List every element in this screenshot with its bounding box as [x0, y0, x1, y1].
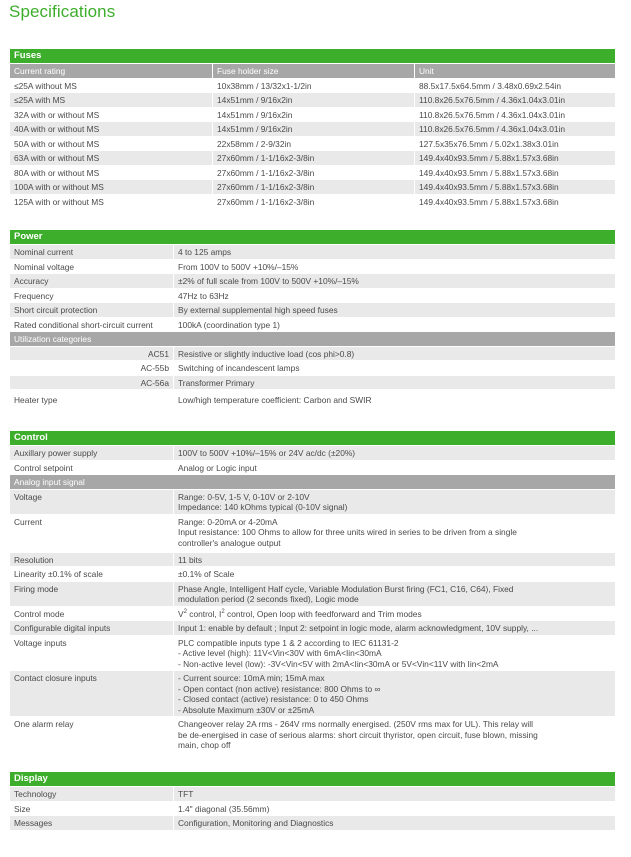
value-line: Phase Angle, Intelligent Half cycle, Variable Modulation Burst firing (FC1, C16, C64), Fixed — [178, 583, 514, 594]
value-line: main, chop off — [178, 740, 231, 750]
spec-label: AC-56a — [140, 377, 169, 388]
value-line: Input resistance: 100 Ohms to allow for three units wired in series to be driven from a single — [178, 527, 517, 537]
spec-value: Transformer Primary — [173, 376, 615, 390]
table-row — [10, 165, 615, 180]
spec-label: Technology — [14, 789, 57, 799]
spec-value: Input 1: enable by default ; Input 2: setpoint in logic mode, alarm acknowledgment, 10V supply, ... — [173, 621, 615, 635]
superscript: 2 — [183, 608, 187, 615]
analog-subheading: Analog input signal — [14, 477, 85, 487]
cell: 110.8x26.5x76.5mm / 4.36x1.04x3.01in — [414, 93, 615, 107]
spec-label: Short circuit protection — [14, 305, 98, 315]
cell: 14x51mm / 9/16x2in — [212, 122, 414, 136]
utilization-subheading: Utilization categories — [14, 334, 92, 344]
spec-label: Configurable digital inputs — [14, 623, 111, 633]
table-row — [10, 786, 615, 801]
spec-label: Control mode — [14, 608, 65, 619]
value-line: - Current source: 10mA min; 15mA max — [178, 673, 325, 683]
value-line: Impedance: 140 kOhms typical (0-10V signal) — [178, 502, 348, 512]
table-row — [10, 552, 615, 567]
value-part: V — [178, 608, 184, 619]
table-row — [10, 716, 615, 752]
cell: 27x60mm / 1-1/16x2-3/8in — [212, 195, 414, 209]
cell: 14x51mm / 9/16x2in — [212, 93, 414, 107]
table-row — [10, 389, 615, 409]
table-row — [10, 78, 615, 93]
table-row — [10, 107, 615, 122]
cell: 149.4x40x93.5mm / 5.88x1.57x3.68in — [414, 180, 615, 194]
table-row — [10, 244, 615, 259]
table-row — [10, 92, 615, 107]
value-part: control, Open loop with feedforward and Trim modes — [224, 608, 422, 619]
table-row — [10, 179, 615, 194]
table-row — [10, 566, 615, 581]
spec-label: Current — [14, 516, 42, 527]
value-line: be de-energised in case of serious alarms: short circuit thyristor, open circuit, fuse blown, missing — [178, 729, 538, 740]
value-line: - Active level (high): 11V<Vin<30V with 6mA<Iin<30mA — [178, 648, 382, 658]
spec-value: 100kA (coordination type 1) — [173, 318, 615, 332]
table-row — [10, 460, 615, 475]
spec-value: 11 bits — [173, 553, 615, 567]
table-row — [10, 581, 615, 606]
cell: 14x51mm / 9/16x2in — [212, 108, 414, 122]
spec-value: Low/high temperature coefficient: Carbon and SWIR — [173, 393, 615, 407]
cell: 32A with or without MS — [14, 109, 100, 120]
table-row — [10, 815, 615, 830]
spec-value: 47Hz to 63Hz — [173, 289, 615, 303]
cell: 149.4x40x93.5mm / 5.88x1.57x3.68in — [414, 151, 615, 165]
table-row — [10, 136, 615, 151]
cell: ≤25A with MS — [14, 95, 66, 105]
table-row — [10, 489, 615, 514]
spec-value: ±0.1% of Scale — [173, 567, 615, 581]
fuses-header-row — [10, 63, 615, 78]
spec-label: AC-55b — [140, 363, 169, 373]
cell: 110.8x26.5x76.5mm / 4.36x1.04x3.01in — [414, 122, 615, 136]
spec-value — [173, 490, 615, 514]
spec-label: Linearity ±0.1% of scale — [14, 569, 103, 579]
spec-value: Resistive or slightly inductive load (cos phi>0.8) — [173, 347, 615, 361]
cell: 125A with or without MS — [14, 196, 104, 207]
cell: 27x60mm / 1-1/16x2-3/8in — [212, 166, 414, 180]
spec-label: Resolution — [14, 554, 54, 565]
value-line: Changeover relay 2A rms - 264V rms normally energised. (250V rms max for UL). This relay will — [178, 719, 533, 729]
spec-label: Accuracy — [14, 276, 49, 286]
display-section — [10, 772, 615, 830]
cell: 50A with or without MS — [14, 138, 100, 149]
spec-label: Nominal voltage — [14, 261, 75, 272]
utilization-subheading-row — [10, 331, 615, 346]
cell: 22x58mm / 2-9/32in — [212, 137, 414, 151]
spec-value: Analog or Logic input — [173, 461, 615, 475]
value-part: control, I — [186, 608, 222, 619]
table-row — [10, 259, 615, 274]
table-row — [10, 360, 615, 375]
spec-label: Firing mode — [14, 583, 59, 594]
spec-label: One alarm relay — [14, 719, 74, 729]
spec-label: Control setpoint — [14, 462, 73, 473]
col-current-rating: Current rating — [14, 66, 66, 76]
value-line: controller's analogue output — [178, 537, 281, 548]
cell: 127.5x35x76.5mm / 5.02x1.38x3.01in — [414, 137, 615, 151]
value-line: - Closed contact (active) resistance: 0 to 450 Ohms — [178, 694, 369, 704]
power-heading: Power — [10, 230, 615, 244]
analog-subheading-row — [10, 474, 615, 489]
fuses-section — [10, 49, 615, 208]
spec-value — [173, 671, 615, 716]
cell: 110.8x26.5x76.5mm / 4.36x1.04x3.01in — [414, 108, 615, 122]
cell: 100A with or without MS — [14, 182, 104, 192]
cell: 63A with or without MS — [14, 153, 100, 163]
spec-label: Frequency — [14, 290, 54, 301]
cell: 88.5x17.5x64.5mm / 3.48x0.69x2.54in — [414, 79, 615, 93]
spec-value: TFT — [173, 787, 615, 801]
spec-label: Size — [14, 803, 31, 814]
display-heading: Display — [10, 772, 615, 786]
spec-value: Switching of incandescent lamps — [173, 361, 615, 375]
value-line: - Absolute Maximum ±30V or ±25mA — [178, 704, 315, 715]
value-line: PLC compatible inputs type 1 & 2 according to IEC 61131-2 — [178, 637, 399, 648]
spec-label: Voltage inputs — [14, 637, 67, 648]
table-row — [10, 514, 615, 552]
value-line: Range: 0-5V, 1-5 V, 0-10V or 2-10V — [178, 491, 310, 502]
value-line: Range: 0-20mA or 4-20mA — [178, 516, 278, 527]
cell: 27x60mm / 1-1/16x2-3/8in — [212, 180, 414, 194]
spec-value — [173, 717, 615, 752]
table-row — [10, 121, 615, 136]
spec-value: 4 to 125 amps — [173, 245, 615, 259]
fuses-heading: Fuses — [10, 49, 615, 63]
table-row — [10, 346, 615, 361]
control-heading: Control — [10, 431, 615, 445]
spec-value: ±2% of full scale from 100V to 500V +10%/–15% — [173, 274, 615, 288]
spec-label: AC51 — [148, 348, 169, 359]
spec-label: Heater type — [14, 395, 58, 405]
spec-value — [173, 636, 615, 671]
value-line: - Open contact (non active) resistance: 800 Ohms to ∞ — [178, 683, 381, 694]
cell: 149.4x40x93.5mm / 5.88x1.57x3.68in — [414, 166, 615, 180]
spec-label: Rated conditional short-circuit current — [14, 319, 153, 330]
table-row — [10, 375, 615, 390]
table-row — [10, 194, 615, 209]
col-fuse-holder-size: Fuse holder size — [212, 64, 414, 78]
cell: 10x38mm / 13/32x1-1/2in — [212, 79, 414, 93]
power-section — [10, 230, 615, 409]
spec-label: Voltage — [14, 491, 42, 502]
value-line: modulation period (2 seconds fixed), Logic mode — [178, 594, 359, 604]
spec-label: Contact closure inputs — [14, 673, 97, 683]
spec-value — [173, 607, 615, 621]
value-line: - Non-active level (low): -3V<Vin<5V with 2mA<Iin<30mA or 5V<Vin<11V with Iin<2mA — [178, 658, 499, 669]
page-title: Specifications — [9, 2, 116, 21]
table-row — [10, 445, 615, 460]
spec-label: Messages — [14, 818, 53, 828]
table-row — [10, 150, 615, 165]
table-row — [10, 302, 615, 317]
spec-value: 100V to 500V +10%/–15% or 24V ac/dc (±20%) — [173, 446, 615, 460]
superscript: 2 — [221, 608, 225, 615]
table-row — [10, 606, 615, 621]
table-row — [10, 635, 615, 671]
cell: 149.4x40x93.5mm / 5.88x1.57x3.68in — [414, 195, 615, 209]
spec-value: By external supplemental high speed fuses — [173, 303, 615, 317]
table-row — [10, 620, 615, 635]
col-unit: Unit — [414, 64, 615, 78]
spec-value — [173, 582, 615, 606]
table-row — [10, 670, 615, 716]
spec-value: 1.4" diagonal (35.56mm) — [173, 802, 615, 816]
control-section — [10, 431, 615, 752]
spec-label: Auxillary power supply — [14, 448, 98, 458]
spec-value: Configuration, Monitoring and Diagnostics — [173, 816, 615, 830]
cell: 80A with or without MS — [14, 167, 100, 178]
spec-value — [173, 515, 615, 552]
cell: 40A with or without MS — [14, 124, 100, 134]
cell: ≤25A without MS — [14, 80, 77, 91]
table-row — [10, 288, 615, 303]
table-row — [10, 801, 615, 816]
cell: 27x60mm / 1-1/16x2-3/8in — [212, 151, 414, 165]
spec-label: Nominal current — [14, 247, 74, 257]
table-row — [10, 273, 615, 288]
table-row — [10, 317, 615, 332]
spec-value: From 100V to 500V +10%/–15% — [173, 260, 615, 274]
